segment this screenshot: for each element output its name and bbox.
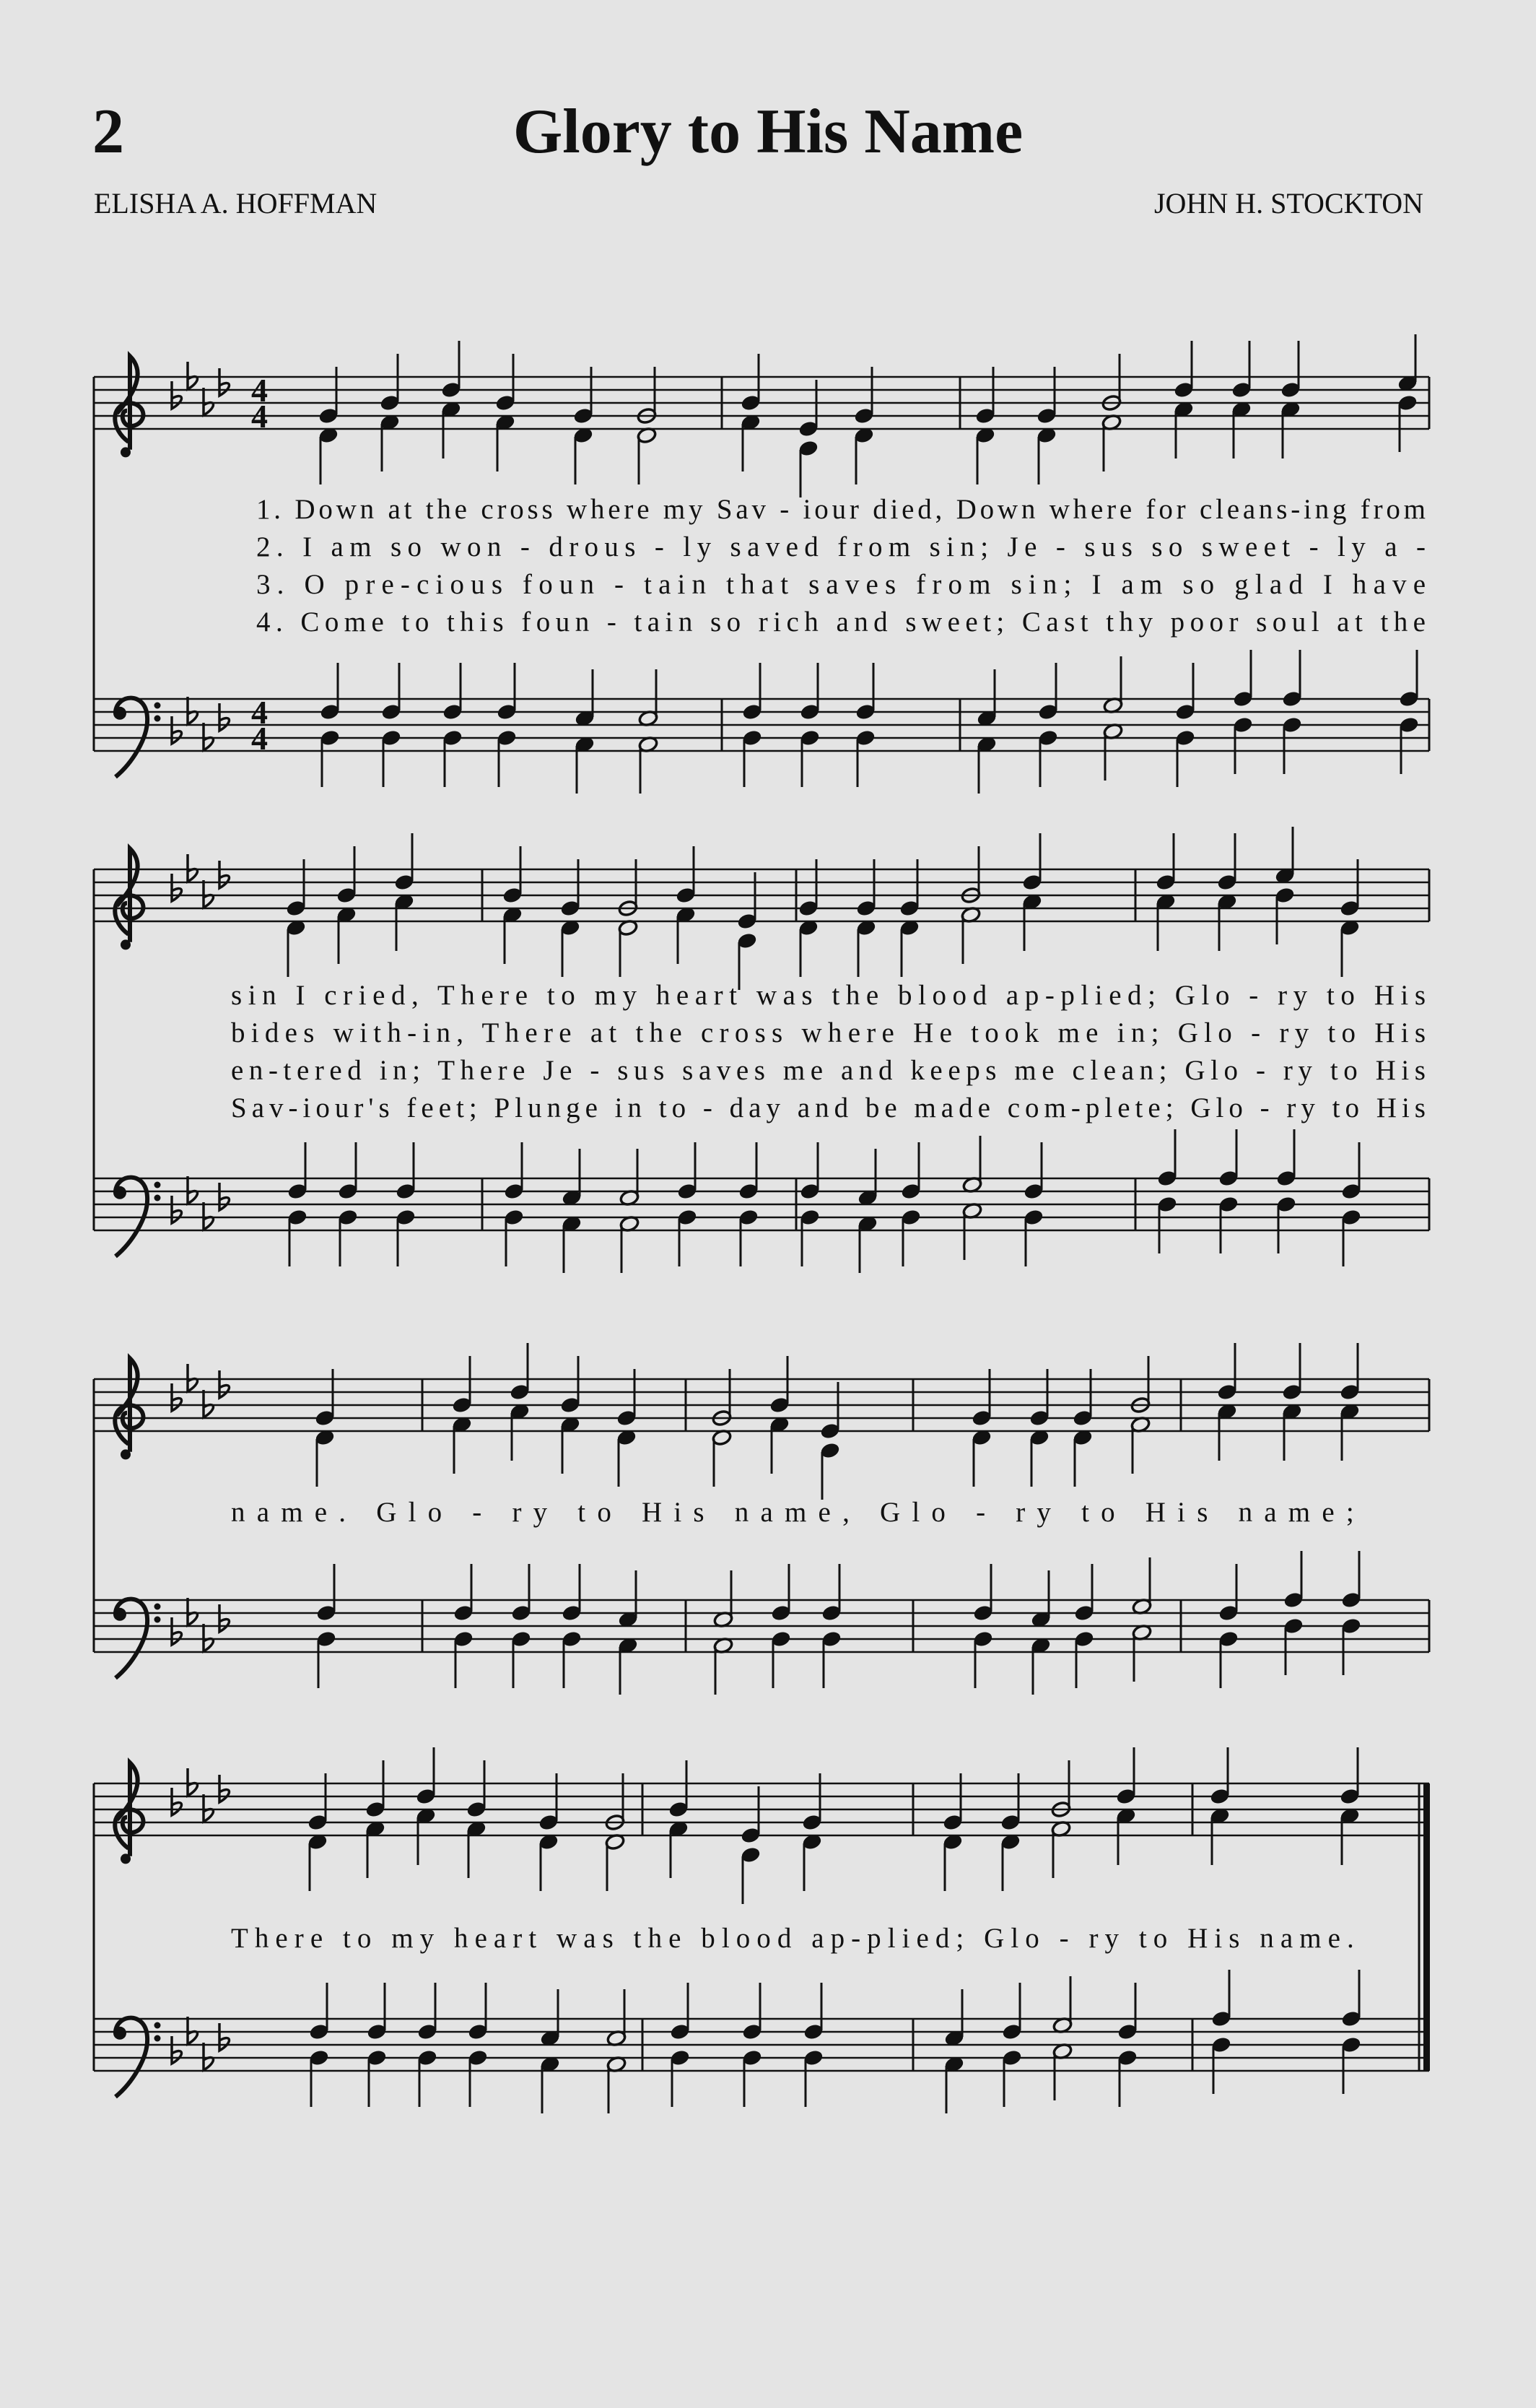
note <box>741 1846 761 1904</box>
note <box>1103 656 1123 714</box>
treble-staff <box>94 827 1429 990</box>
note <box>381 663 401 721</box>
music-system <box>94 334 1429 794</box>
flat-icon <box>219 368 230 396</box>
note <box>670 2049 690 2107</box>
note <box>798 859 819 917</box>
note <box>309 2049 329 2107</box>
note <box>803 2049 824 2107</box>
note <box>468 1983 488 2040</box>
note <box>1117 2049 1138 2107</box>
note <box>502 846 523 904</box>
bass-staff <box>94 1551 1429 1695</box>
note <box>315 1429 335 1487</box>
note <box>538 1773 559 1831</box>
note <box>396 1209 416 1266</box>
note <box>1341 2036 1361 2094</box>
flat-icon <box>188 697 198 724</box>
flat-icon <box>172 716 182 744</box>
note <box>944 2056 964 2113</box>
note <box>1283 1551 1304 1609</box>
note <box>712 1429 732 1487</box>
note <box>800 663 820 721</box>
note <box>560 1356 580 1414</box>
time-signature-bottom: 4 <box>251 720 268 757</box>
note <box>1038 663 1058 721</box>
note <box>798 380 819 438</box>
note <box>442 729 463 787</box>
note <box>1341 1209 1361 1266</box>
note <box>1218 1564 1239 1622</box>
lyric-line: 2. I am so won - drous - ly saved from sin; Je - sus so sweet - ly a - <box>256 531 1426 562</box>
flat-icon <box>204 723 214 750</box>
note <box>511 1564 531 1622</box>
note <box>495 414 515 471</box>
note <box>560 919 580 977</box>
note <box>309 1983 329 2040</box>
note <box>1022 833 1042 891</box>
note <box>1073 1429 1093 1487</box>
flat-icon <box>172 874 182 901</box>
music-system <box>94 1343 1429 1695</box>
note <box>320 729 340 787</box>
note <box>1024 1142 1044 1200</box>
note <box>1218 1129 1239 1187</box>
note <box>1341 1970 1361 2027</box>
time-signature-top: 4 <box>251 694 268 731</box>
note <box>1002 1983 1022 2040</box>
note <box>453 1630 474 1688</box>
note <box>742 2049 762 2107</box>
note <box>417 1983 437 2040</box>
note <box>820 1382 840 1440</box>
note <box>619 1215 640 1273</box>
final-bar-line-thick <box>1423 1783 1430 2071</box>
note <box>1130 1416 1151 1474</box>
note <box>1000 1833 1021 1891</box>
note <box>742 663 762 721</box>
note <box>1029 1429 1050 1487</box>
note <box>821 1564 842 1622</box>
flat-icon <box>204 1390 214 1417</box>
note <box>316 1630 336 1688</box>
note <box>573 367 593 425</box>
lyric-line: 4. Come to this foun - tain so rich and sweet; Cast thy poor soul at the <box>256 607 1426 638</box>
note <box>742 1983 762 2040</box>
note <box>802 1773 822 1831</box>
note <box>511 1630 531 1688</box>
note <box>858 1215 878 1273</box>
note <box>856 919 876 977</box>
hymn-title: Glory to His Name <box>512 97 1024 167</box>
note <box>972 1369 992 1427</box>
flat-icon <box>204 388 214 415</box>
flat-icon <box>188 2017 198 2044</box>
note <box>901 1209 921 1266</box>
time-signature-bottom: 4 <box>251 398 268 435</box>
flat-icon <box>188 1176 198 1204</box>
note <box>668 1820 689 1878</box>
lyric-line: sin I cried, There to my heart was the blood ap-plied; Glo - ry to His <box>231 980 1426 1011</box>
note <box>320 663 340 721</box>
note <box>676 906 696 964</box>
note <box>975 367 995 425</box>
note <box>737 872 757 930</box>
lyric-line: Sav-iour's feet; Plunge in to - day and be made com-plete; Glo - ry to His <box>231 1092 1426 1123</box>
flat-icon <box>219 1604 230 1632</box>
note <box>504 1209 524 1266</box>
note <box>1341 1142 1361 1200</box>
note <box>1340 919 1360 977</box>
note <box>307 1773 328 1831</box>
note <box>1002 2049 1022 2107</box>
note <box>1340 1343 1360 1401</box>
treble-staff <box>94 1747 1429 1904</box>
note <box>943 1773 963 1831</box>
flat-icon <box>204 1624 214 1651</box>
note <box>307 1833 328 1891</box>
note <box>616 1369 637 1427</box>
note <box>605 1833 625 1891</box>
music-system <box>94 827 1429 1273</box>
note <box>769 1356 790 1414</box>
note <box>616 1429 637 1487</box>
note <box>1341 1551 1361 1609</box>
flat-icon <box>204 1202 214 1230</box>
note <box>286 859 306 917</box>
flat-icon <box>188 1364 198 1391</box>
note <box>338 1209 358 1266</box>
flat-icon <box>219 2023 230 2051</box>
note <box>504 1142 524 1200</box>
note <box>417 2049 437 2107</box>
note <box>1031 1637 1051 1695</box>
note <box>899 919 920 977</box>
lyric-line: 3. O pre-cious foun - tain that saves from sin; I am so glad I have <box>256 569 1426 600</box>
note <box>798 919 819 977</box>
key-signature-flats <box>172 1364 230 1417</box>
note <box>1052 1976 1073 2034</box>
key-signature-flats <box>172 1598 230 1651</box>
note <box>1231 341 1252 399</box>
flat-icon <box>188 1598 198 1625</box>
note <box>637 427 657 484</box>
note <box>1233 716 1253 774</box>
note <box>575 736 595 794</box>
note <box>416 1747 436 1805</box>
treble-staff <box>94 334 1429 497</box>
note <box>287 1209 307 1266</box>
note <box>286 919 306 977</box>
note <box>497 729 517 787</box>
flat-icon <box>172 1383 182 1411</box>
note <box>381 729 401 787</box>
key-signature-flats <box>172 2017 230 2070</box>
note <box>562 1215 582 1273</box>
note <box>573 427 593 484</box>
note <box>742 729 762 787</box>
note <box>394 833 414 891</box>
note <box>1074 1564 1094 1622</box>
note <box>638 736 658 794</box>
note <box>1157 1196 1177 1253</box>
note <box>316 1564 336 1622</box>
note <box>771 1630 791 1688</box>
note <box>1217 1343 1237 1401</box>
note <box>510 1343 530 1401</box>
note <box>1174 341 1194 399</box>
note <box>855 663 876 721</box>
note <box>1341 1617 1361 1675</box>
note <box>899 859 920 917</box>
note <box>1037 367 1057 425</box>
treble-staff <box>94 1343 1429 1500</box>
note <box>367 2049 387 2107</box>
bass-staff <box>94 1970 1429 2113</box>
hymn-number: 2 <box>92 97 124 167</box>
flat-icon <box>188 1768 198 1796</box>
note <box>452 1356 472 1414</box>
note <box>1340 1747 1360 1805</box>
note <box>973 1630 993 1688</box>
note <box>1282 650 1302 708</box>
note <box>800 1142 820 1200</box>
note <box>1117 1983 1138 2040</box>
note <box>606 2056 627 2113</box>
flat-icon <box>188 362 198 389</box>
note <box>738 1209 759 1266</box>
note <box>1101 414 1122 471</box>
lyric-line: en-tered in; There Je - sus saves me and keeps me clean; Glo - ry to His <box>231 1055 1426 1086</box>
note <box>1217 833 1237 891</box>
flat-icon <box>219 861 230 888</box>
note <box>800 729 820 787</box>
note <box>1280 341 1301 399</box>
note <box>1211 2036 1231 2094</box>
note <box>1282 1343 1302 1401</box>
time-signature-top: 4 <box>251 372 268 409</box>
note <box>713 1637 733 1695</box>
note <box>336 906 357 964</box>
note <box>442 663 463 721</box>
note <box>380 414 400 471</box>
note <box>1037 427 1057 484</box>
note <box>973 1564 993 1622</box>
note <box>1175 729 1195 787</box>
note <box>1399 650 1419 708</box>
note <box>560 859 580 917</box>
note <box>495 354 515 412</box>
note <box>466 1820 486 1878</box>
note <box>618 919 638 977</box>
flat-icon <box>204 2043 214 2070</box>
note <box>453 1564 474 1622</box>
note <box>365 1760 385 1818</box>
note <box>338 1142 358 1200</box>
note <box>1156 833 1176 891</box>
note <box>901 1142 921 1200</box>
note <box>855 729 876 787</box>
note <box>677 1142 697 1200</box>
note <box>468 2049 488 2107</box>
note <box>676 846 696 904</box>
note <box>1051 1820 1071 1878</box>
bass-staff <box>94 650 1429 794</box>
note <box>1038 729 1058 787</box>
note <box>618 1637 638 1695</box>
note <box>538 1833 559 1891</box>
flat-icon <box>172 381 182 409</box>
note <box>1283 1617 1304 1675</box>
note <box>452 1416 472 1474</box>
note <box>318 427 339 484</box>
note <box>1275 887 1295 944</box>
note <box>287 1142 307 1200</box>
flat-icon <box>172 1788 182 1815</box>
note <box>856 859 876 917</box>
flat-icon <box>204 880 214 908</box>
flat-icon <box>219 1370 230 1398</box>
key-signature-flats <box>172 1176 230 1230</box>
bass-staff <box>94 1129 1429 1273</box>
note <box>677 1209 697 1266</box>
note <box>972 1429 992 1487</box>
flat-icon <box>172 1196 182 1223</box>
note <box>854 367 874 425</box>
note <box>769 1416 790 1474</box>
note <box>1211 1970 1231 2027</box>
flat-icon <box>219 1183 230 1210</box>
note <box>1218 1196 1239 1253</box>
note <box>741 414 761 471</box>
note <box>1074 1630 1094 1688</box>
note <box>1029 1369 1050 1427</box>
key-signature-flats <box>172 1768 230 1822</box>
note <box>562 1564 582 1622</box>
note <box>975 427 995 484</box>
note <box>741 1786 761 1844</box>
note <box>1340 859 1360 917</box>
lyric-line: name. Glo - ry to His name, Glo - ry to His name; <box>231 1497 1354 1528</box>
note <box>668 1760 689 1818</box>
note <box>562 1630 582 1688</box>
note <box>1218 1630 1239 1688</box>
flat-icon <box>188 854 198 882</box>
note <box>854 427 874 484</box>
music-system <box>94 1747 1430 2113</box>
note <box>961 906 981 964</box>
flat-icon <box>172 1617 182 1645</box>
note <box>741 354 761 412</box>
flat-icon <box>219 703 230 731</box>
note <box>318 367 339 425</box>
note <box>380 354 400 412</box>
note <box>1399 716 1419 774</box>
note <box>441 341 461 399</box>
note <box>800 1209 820 1266</box>
note <box>962 1136 982 1194</box>
note <box>1276 1129 1296 1187</box>
note <box>771 1564 791 1622</box>
note <box>1000 1773 1021 1831</box>
note <box>1024 1209 1044 1266</box>
note <box>315 1369 335 1427</box>
note <box>1397 394 1418 452</box>
note <box>943 1833 963 1891</box>
note <box>803 1983 824 2040</box>
note <box>798 440 819 497</box>
music-composer: JOHN H. STOCKTON <box>1153 187 1423 219</box>
note <box>1116 1747 1136 1805</box>
lyric-line: There to my heart was the blood ap-plied; Glo - ry to His name. <box>231 1923 1354 1954</box>
note <box>1073 1369 1093 1427</box>
note <box>540 2056 560 2113</box>
key-signature-flats <box>172 854 230 908</box>
note <box>1275 827 1295 884</box>
note <box>1397 334 1418 392</box>
note <box>466 1760 486 1818</box>
note <box>1157 1129 1177 1187</box>
note <box>336 846 357 904</box>
note <box>1233 650 1253 708</box>
key-signature-flats <box>172 362 230 415</box>
words-author: ELISHA A. HOFFMAN <box>94 187 378 219</box>
note <box>1175 663 1195 721</box>
key-signature-flats <box>172 697 230 750</box>
note <box>1282 716 1302 774</box>
lyric-line: bides with-in, There at the cross where He took me in; Glo - ry to His <box>231 1017 1426 1048</box>
note <box>821 1630 842 1688</box>
flat-icon <box>172 2036 182 2064</box>
flat-icon <box>219 1775 230 1802</box>
note <box>738 1142 759 1200</box>
note <box>977 736 997 794</box>
note <box>1276 1196 1296 1253</box>
lyric-line: 1. Down at the cross where my Sav - iour died, Down where for cleans-ing from <box>256 494 1426 525</box>
note <box>1210 1747 1230 1805</box>
note <box>560 1416 580 1474</box>
flat-icon <box>204 1794 214 1822</box>
note <box>1132 1557 1152 1615</box>
note <box>396 1142 416 1200</box>
note <box>820 1442 840 1500</box>
note <box>367 1983 387 2040</box>
note <box>497 663 517 721</box>
note <box>670 1983 690 2040</box>
note <box>802 1833 822 1891</box>
note <box>502 906 523 964</box>
note <box>365 1820 385 1878</box>
